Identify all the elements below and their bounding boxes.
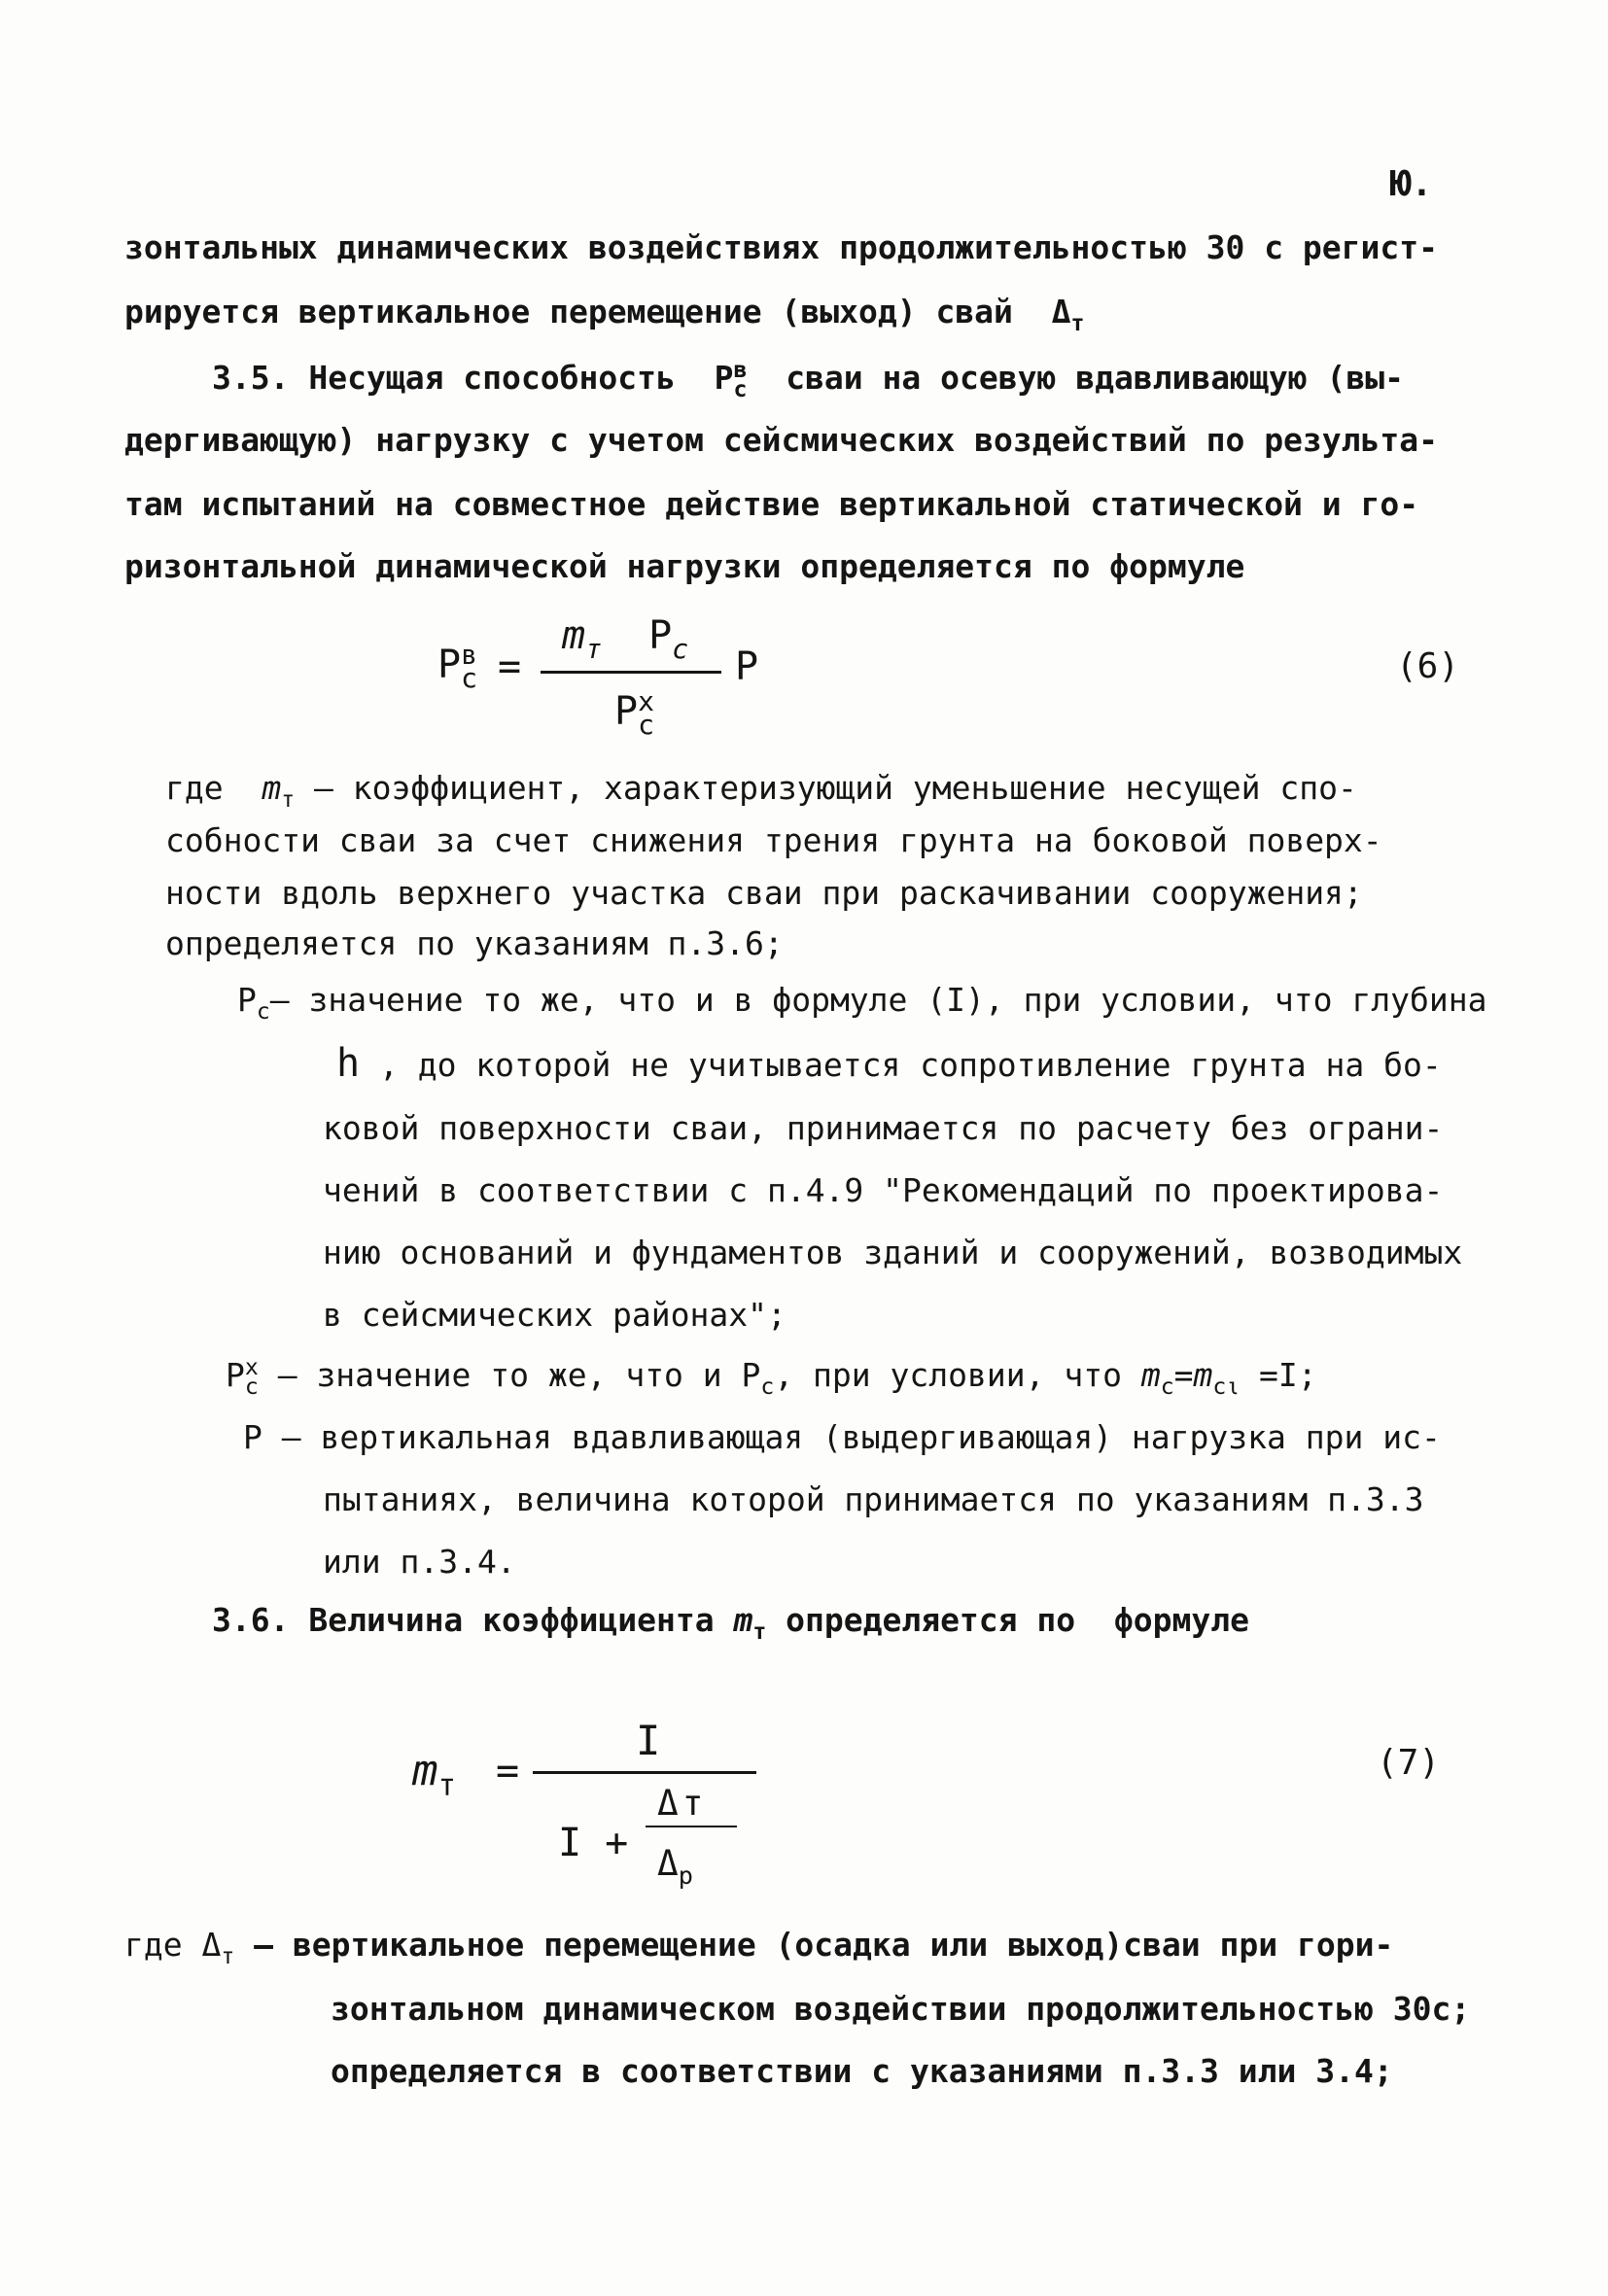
where-7-delta-sub: т (221, 1944, 235, 1970)
formula-6-label: (6) (1396, 646, 1460, 686)
where-6-m-symbol: m (262, 769, 282, 807)
where-6-pc-symbol: P (237, 981, 257, 1019)
section-3-5-number: 3.5. (212, 359, 290, 397)
where-7-line-1 (124, 1926, 1394, 1970)
formula-7-equals: = (496, 1749, 520, 1793)
formula-6-multiplier: P (735, 644, 759, 689)
section-3-6-m-sub: т (752, 1619, 767, 1646)
where-7-delta: Δ (201, 1926, 222, 1964)
formula-6-lhs (437, 639, 478, 694)
where-6-pcx-eq: = (1173, 1356, 1194, 1394)
formula-6-num-m: m (562, 613, 586, 658)
section-3-6-text-a: Величина коэффициента (308, 1601, 715, 1639)
where-6-pc-h: h (336, 1041, 361, 1086)
symbol-p: P (714, 359, 734, 397)
formula-6-fraction-bar (541, 671, 721, 674)
formula-7-inner-fraction-bar (646, 1826, 737, 1827)
where-6-m-text-1: – коэффициент, характеризующий уменьшение несущей спо- (314, 769, 1357, 807)
where-6-p-line-2: пытаниях, величина которой принимается по указаниям п.3.3 (323, 1480, 1424, 1518)
formula-6-numerator (562, 613, 689, 665)
formula-7-lhs-m: m (412, 1746, 438, 1795)
section-3-5-text-b: сваи на осевую вдавливающую (вы- (786, 359, 1404, 397)
formula-6-denominator (614, 685, 655, 741)
where-6-pc-line-5: нию оснований и фундаментов зданий и сооружений, возводимых (323, 1234, 1463, 1271)
where-6-m-line-1 (165, 769, 1357, 814)
where-6-p-symbol: P (243, 1418, 262, 1456)
where-6-m-sub: т (281, 787, 296, 814)
where-6-pcx-text: – значение то же, что и P (277, 1356, 761, 1394)
continuation-line-1: зонтальных динамических воздействиях продолжительностью 30 с регист- (124, 228, 1439, 266)
formula-7-inner-den-delta: Δ (657, 1844, 679, 1884)
formula-7-fraction-bar (533, 1771, 756, 1774)
where-6-p-text-1: – вертикальная вдавливающая (выдергивающая) нагрузка при ис- (281, 1418, 1441, 1456)
section-3-6-line (212, 1601, 1249, 1646)
formula-7-inner-den-sub: p (678, 1861, 693, 1890)
delta-symbol: Δ (1051, 293, 1071, 330)
section-3-5-text-a: Несущая способность (308, 359, 676, 397)
where-6-p-line-3: или п.3.4. (323, 1543, 516, 1581)
formula-6-den-p: P (614, 689, 639, 734)
formula-7-lhs (412, 1746, 457, 1803)
where-6-pc-text-2: , до которой не учитывается сопротивление грунта на бо- (378, 1046, 1442, 1084)
formula-6-num-m-sub: т (585, 632, 602, 665)
formula-6-den-sup: x (638, 685, 654, 717)
formula-7-label: (7) (1377, 1743, 1441, 1783)
where-6-m-line-4: определяется по указаниям п.3.6; (165, 924, 784, 962)
section-3-5-line-3: там испытаний на совместное действие вертикальной статической и го- (124, 485, 1419, 523)
where-7-line-2: зонтальном динамическом воздействии продолжительностью 30с; (331, 1990, 1471, 2028)
formula-6-lhs-sub: c (461, 661, 478, 694)
where-6-pc-line-4: чений в соответствии с п.4.9 "Рекомендаций по проектирова- (323, 1171, 1444, 1209)
where-6-pcx-mc: m (1140, 1356, 1161, 1394)
where-6-pcx-mc-sub: c (1160, 1374, 1174, 1401)
formula-7-inner-num-delta: Δ (657, 1784, 679, 1824)
formula-7-inner-numerator (657, 1784, 704, 1824)
where-6-pcx-sup: x (244, 1355, 259, 1381)
where-6-pcx-end: =I; (1259, 1356, 1317, 1394)
formula-6-num-p-sub: c (672, 632, 689, 665)
where-6-pcx-symbol: P (226, 1356, 245, 1394)
formula-7-numerator: I (636, 1717, 661, 1764)
formula-7-inner-denominator (657, 1844, 693, 1890)
where-6-pcx-mcl-sub: cι (1212, 1374, 1241, 1401)
where-6-pcx-line (226, 1355, 1317, 1401)
formula-6-den-sub: c (638, 708, 655, 741)
page-number: Ю. (1390, 164, 1433, 204)
where-7-text-1: – вертикальное перемещение (осадка или выход)сваи при гори- (254, 1926, 1394, 1964)
formula-7-den-one: I + (558, 1821, 629, 1865)
formula-6-lhs-sup: в (461, 639, 477, 671)
where-6-m-line-2: собности сваи за счет снижения трения грунта на боковой поверх- (165, 821, 1382, 859)
formula-6-num-p: P (648, 613, 673, 658)
where-6-pc-line-2 (336, 1041, 1442, 1086)
continuation-text: рируется вертикальное перемещение (выход) свай (124, 293, 1013, 330)
formula-7-lhs-sub: т (437, 1767, 457, 1803)
section-3-6-number: 3.6. (212, 1601, 290, 1639)
section-3-5-line-4: ризонтальной динамической нагрузки определяется по формуле (124, 547, 1245, 585)
continuation-line-2 (124, 293, 1085, 337)
symbol-p-sub: c (733, 377, 748, 403)
section-3-6-text-b: определяется по формуле (786, 1601, 1249, 1639)
where-6-pc-sub: c (256, 999, 270, 1026)
delta-subscript: т (1070, 311, 1085, 337)
where-6-p-line-1 (243, 1418, 1441, 1456)
formula-6-equals: = (498, 644, 522, 689)
section-3-6-m: m (733, 1601, 753, 1639)
where-6-pcx-sub: c (244, 1374, 259, 1401)
where-6-pcx-text-2: , при условии, что (774, 1356, 1122, 1394)
where-7-intro: где (124, 1926, 183, 1964)
where-6-pc-line-1 (237, 981, 1487, 1026)
formula-6-lhs-p: P (437, 643, 462, 687)
section-3-5-line-1 (212, 358, 1404, 403)
where-6-pc-line-6: в сейсмических районах"; (323, 1296, 787, 1334)
where-6-pcx-mcl: m (1193, 1356, 1213, 1394)
where-6-pcx-text-sub: c (760, 1374, 775, 1401)
section-3-5-line-2: дергивающую) нагрузку с учетом сейсмических воздействий по результа- (124, 421, 1439, 459)
where-7-line-3: определяется в соответствии с указаниями п.3.3 или 3.4; (331, 2052, 1393, 2090)
where-6-intro: где (165, 769, 224, 807)
formula-7-inner-num-sub: т (682, 1784, 704, 1824)
symbol-p-sup: в (733, 358, 748, 384)
where-6-m-line-3: ности вдоль верхнего участка сваи при раскачивании сооружения; (165, 874, 1363, 912)
where-6-pc-line-3: ковой поверхности сваи, принимается по расчету без ограни- (323, 1109, 1444, 1147)
where-6-pc-text-1: – значение то же, что и в формуле (I), при условии, что глубина (269, 981, 1487, 1019)
